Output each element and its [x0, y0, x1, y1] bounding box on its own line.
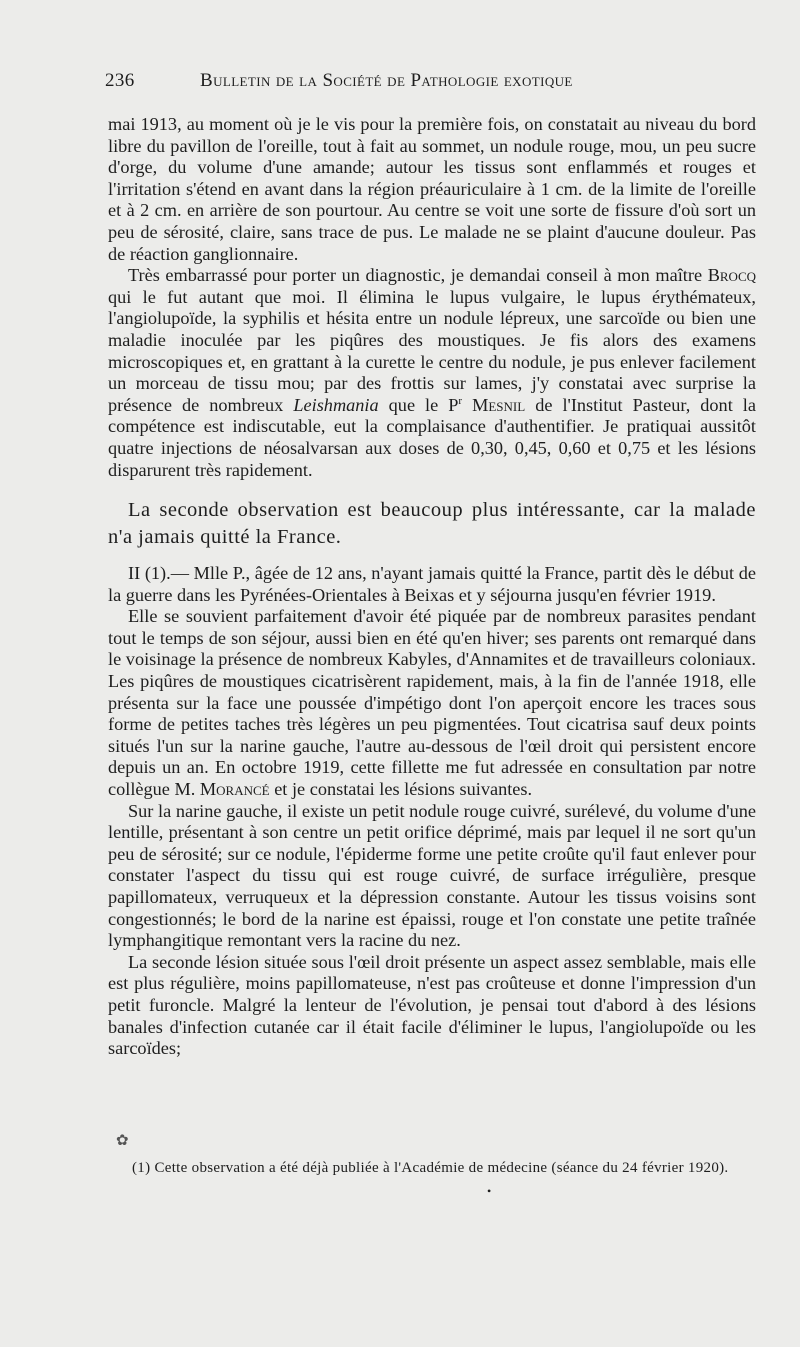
paragraph-2-part-d: de l'Institut Pasteur, dont la compétence est indiscutable, eut la complaisance d'authentifier. Je pratiquai aussitôt quatre injections de néosalvarsan aux doses de 0,30, 0,45, 0,60 et 0,75 et les lésions disparurent très rapidement.	[108, 394, 756, 480]
paragraph-2-part-b: qui le fut autant que moi. Il élimina le lupus vulgaire, le lupus érythémateux, l'angiolupoïde, la syphilis et hésita entre un nodule lépreux, une sarcoïde ou bien une maladie inoculée par les piqûres des moustiques. Je fis alors des examens microscopiques et, en grattant à la curette le centre du nodule, je pus enlever facilement un morceau de tissu mou; par des frottis sur lames, j'y constatai avec surprise la présence de nombreux	[108, 286, 756, 415]
paragraph-3-lead: La seconde observation est beaucoup plus intéressante, car la malade n'a jamais quitté la France.	[108, 499, 756, 549]
name-brocq: Brocq	[707, 265, 756, 286]
running-header	[105, 70, 765, 92]
title-professor-superscript: r	[458, 394, 463, 407]
paragraph-6: Sur la narine gauche, il existe un petit nodule rouge cuivré, surélevé, du volume d'une lentille, présentant à son centre un petit orifice déprimé, mais par lequel il ne sort qu'un peu de sérosité; sur ce nodule, l'épiderme forme une petite croûte qu'il faut enlever pour constater l'aspect du tissu qui est rouge cuivré, de surface irrégulière, presque papillomateux, verruqueux et la dépression constante. Autour les tissus voisins sont congestionnés; le bord de la narine est épaissi, rouge et l'on constate une petite traînée lymphangitique remontant vers la racine du nez.	[108, 800, 756, 951]
paragraph-5-part-b: et je constatai les lésions suivantes.	[274, 779, 533, 800]
paragraph-2	[108, 265, 756, 481]
paragraph-5-part-a: Elle se souvient parfaitement d'avoir été piquée par de nombreux parasites pendant tout le temps de son séjour, aussi bien en été qu'en hiver; ses parents ont remarqué dans le voisinage la présence de nombreux Kabyles, d'Annamites et de travailleurs coloniaux. Les piqûres de moustiques cicatrisèrent rapidement, mais, à la fin de l'année 1918, elle présenta sur la face une poussée d'impétigo dont l'on aperçoit encore les traces sous forme de petites taches très légères un peu pigmentées. Tout cicatrisa sauf deux points situés l'un sur la narine gauche, l'autre au-dessous de l'œil droit qui persistent encore depuis un an. En octobre 1919, cette fillette me fut adressée en consultation par notre collègue M.	[108, 606, 756, 800]
title-professor-letter: P	[448, 394, 459, 415]
paragraph-2-part-a: Très embarrassé pour porter un diagnostic, je demandai conseil à mon maître	[128, 265, 703, 286]
title-professor	[448, 395, 462, 415]
footnote-ornament: ✿	[116, 1133, 129, 1149]
paragraph-5	[108, 606, 756, 800]
footnote	[112, 1159, 756, 1178]
footnote-dot: •	[487, 1184, 492, 1198]
paragraph-2-part-c: que le	[388, 394, 439, 415]
page-number: 236	[105, 70, 135, 91]
name-morance: Morancé	[199, 779, 270, 800]
journal-title: Bulletin de la Société de Pathologie exotique	[200, 70, 573, 91]
footnote-text: (1) Cette observation a été déjà publiée à l'Académie de médecine (séance du 24 février 1920).	[132, 1160, 729, 1176]
paragraph-1: mai 1913, au moment où je le vis pour la première fois, on constatait au niveau du bord libre du pavillon de l'oreille, tout à fait au sommet, un nodule rouge, mou, un peu sucre d'orge, du volume d'une amande; autour les tissus sont enflammés et rouges et l'irritation s'étend en avant dans la région préauriculaire à 1 cm. de la limite de l'oreille et à 2 cm. en arrière de son pourtour. Au centre se voit une sorte de fissure d'où sort un peu de sérosité, claire, sans trace de pus. Le malade ne se plaint d'aucune douleur. Pas de réaction ganglionnaire.	[108, 114, 756, 264]
article-body	[108, 114, 756, 1060]
paragraph-4: II (1).— Mlle P., âgée de 12 ans, n'ayant jamais quitté la France, partit dès le début de la guerre dans les Pyrénées-Orientales à Beixas et y séjourna jusqu'en février 1919.	[108, 563, 756, 605]
leishmania-term: Leishmania	[293, 394, 379, 415]
name-mesnil: Mesnil	[472, 394, 526, 415]
paragraph-7: La seconde lésion située sous l'œil droit présente un aspect assez semblable, mais elle est plus régulière, moins papillomateuse, n'est pas croûteuse et donne l'impression d'un petit furoncle. Malgré la lenteur de l'évolution, je pensai tout d'abord à des lésions banales d'infection cutanée car il était facile d'éliminer le lupus, l'angiolupoïde ou les sarcoïdes;	[108, 951, 756, 1059]
